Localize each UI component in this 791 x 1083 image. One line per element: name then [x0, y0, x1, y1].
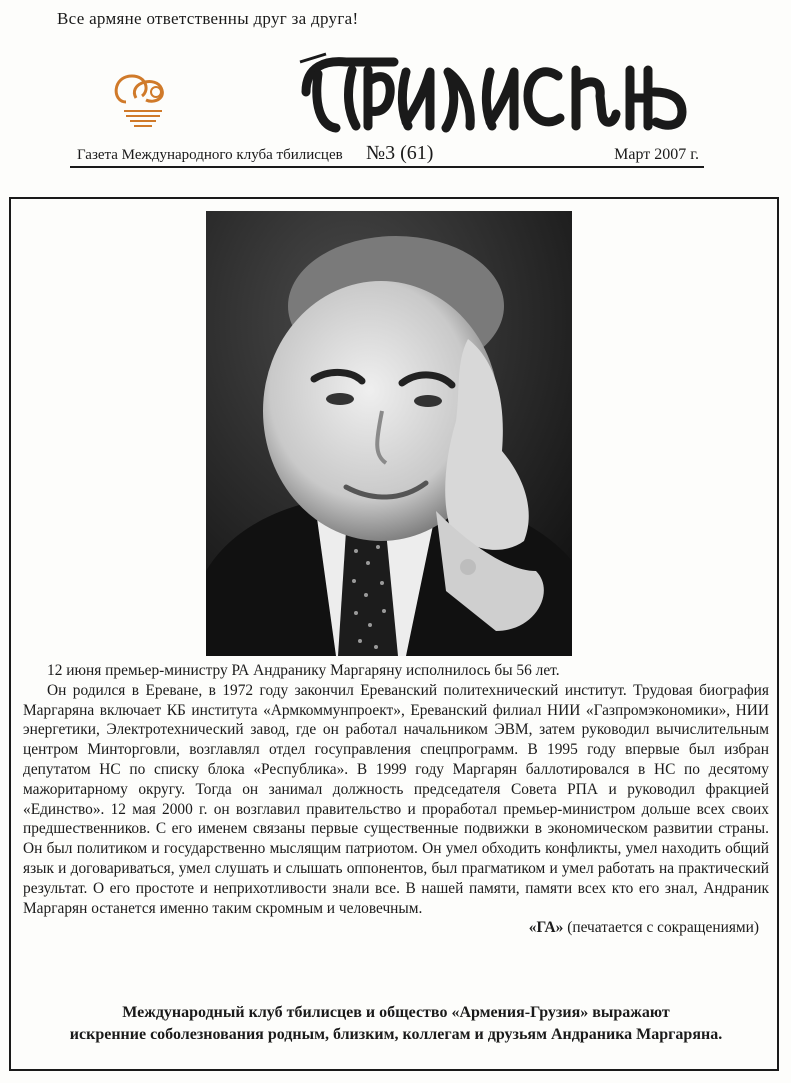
masthead-text	[296, 52, 696, 138]
issue-line	[77, 144, 703, 168]
article-source	[23, 918, 769, 938]
source-name: «ГА»	[528, 919, 564, 937]
article-text	[23, 661, 769, 938]
portrait-photo	[206, 211, 572, 656]
masthead-title	[296, 52, 696, 138]
article-lead: 12 июня премьер-министру РА Андранику Маргаряну исполнилось бы 56 лет.	[47, 662, 560, 679]
newspaper-description: Газета Международного клуба тбилисцев	[77, 147, 343, 163]
issue-date: Март 2007 г.	[614, 146, 699, 163]
motto: Все армяне ответственны друг за друга!	[57, 9, 359, 28]
club-logo	[106, 70, 178, 134]
portrait-image	[206, 211, 572, 656]
article-body: Он родился в Ереване, в 1972 году закончил Ереванский политехнический институт. Трудовая биография Маргаряна включает КБ института «Армкоммунпроект», Ереванский филиал НИИ «Газпромэкономики», НИИ энергетики, Электротехнический завод, где он работал начальником ЭВМ, затем руководил вычислительным центром Минторговли, возглавлял отдел госуправления спецпрограмм. В 1995 году впервые был избран депутатом НС по списку блока «Республика». В 1999 году Маргарян баллотировался в НС по десятому мажоритарному округу. Тогда он занимал должность председателя Совета РПА и руководил фракцией «Единство». 12 мая 2000 г. он возглавил правительство и проработал премьер-министром дольше всех своих предшественников. С его именем связаны первые существенные подвижки в экономическом развитии страны. Он был политиком и государственно мыслящим патриотом. Он умел обходить конфликты, умел находить общий язык и договариваться, умел слушать и слышать оппонентов, был прагматиком и умел работать на практический результат. О его простоте и неприхотливости знали все. В нашей памяти, памяти всех кто его знал, Андраник Маргарян останется именно таким скромным и человечным.	[23, 681, 769, 917]
club-logo-icon	[106, 70, 178, 134]
condolence-line-1: Международный клуб тбилисцев и общество «Армения-Грузия» выражают	[122, 1004, 670, 1021]
header-rule	[70, 166, 704, 168]
condolence-line-2: искренние соболезнования родным, близким, коллегам и друзьям Андраника Маргаряна.	[69, 1026, 723, 1043]
condolence-message	[20, 1002, 772, 1046]
issue-number: №3 (61)	[366, 142, 434, 164]
source-note: (печатается с сокращениями)	[563, 919, 759, 937]
